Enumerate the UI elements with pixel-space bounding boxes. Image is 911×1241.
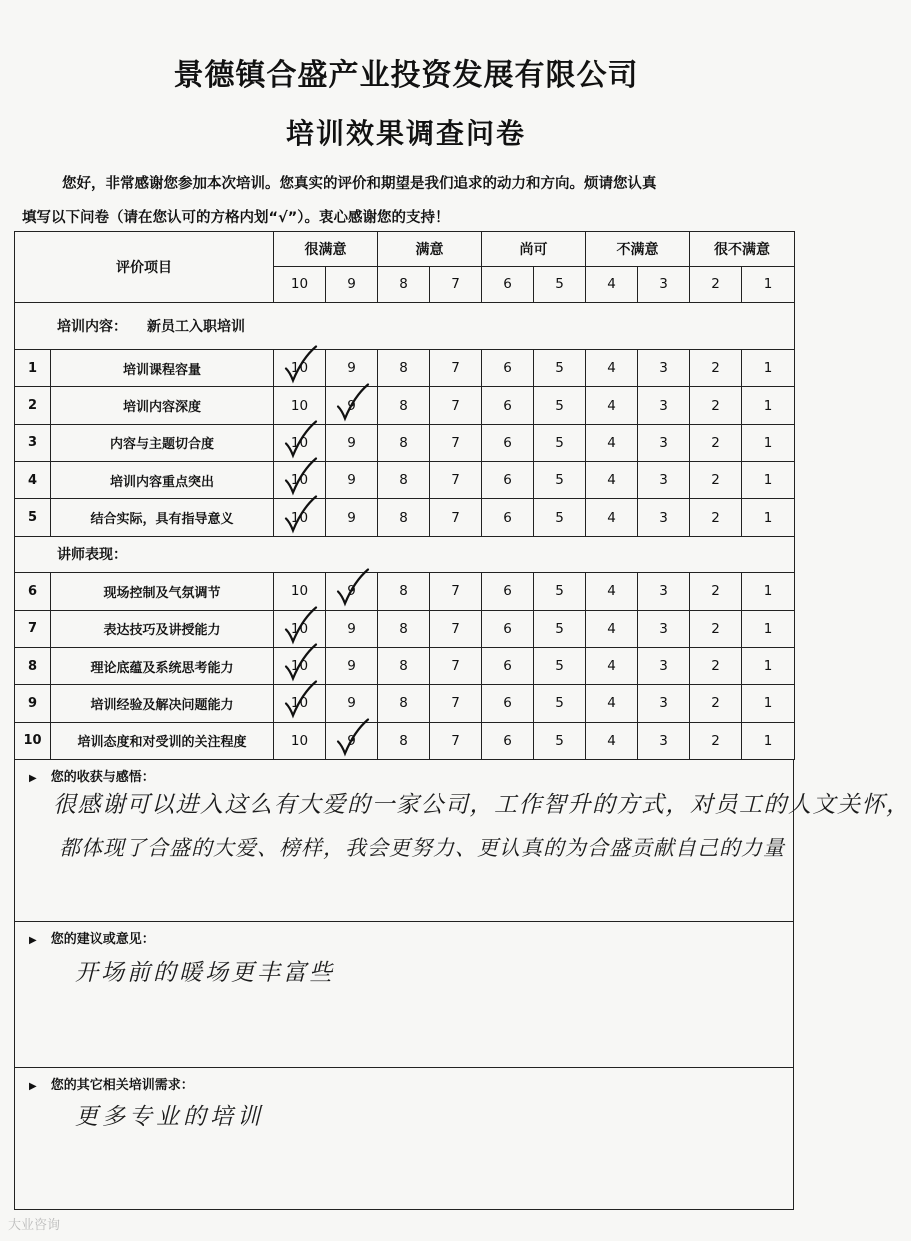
- score-value: 2: [711, 472, 720, 489]
- row-item-label: 现场控制及气氛调节: [51, 573, 274, 610]
- score-cell-5[interactable]: [534, 685, 586, 722]
- score-value: 10: [290, 732, 309, 749]
- score-cell-9[interactable]: [326, 647, 378, 684]
- score-cell-9[interactable]: [326, 573, 378, 610]
- score-value: 5: [555, 620, 564, 637]
- table-row: [15, 610, 795, 647]
- table-row: [15, 685, 795, 722]
- score-value: 7: [451, 620, 460, 637]
- score-cell-7[interactable]: [430, 573, 482, 610]
- score-value: 3: [659, 620, 668, 637]
- score-cell-6[interactable]: [482, 499, 534, 536]
- row-item-label: 理论底蕴及系统思考能力: [51, 647, 274, 684]
- gains-handwriting-line-2: 都体现了合盛的大爱、榜样，我会更努力、更认真的为合盛贡献自己的力量: [59, 836, 785, 860]
- score-cell-3[interactable]: [638, 610, 690, 647]
- score-cell-1[interactable]: [742, 424, 795, 461]
- score-value: 4: [607, 658, 616, 675]
- score-value: 10: [290, 509, 309, 526]
- row-item-label: 内容与主题切合度: [51, 424, 274, 461]
- score-cell-1[interactable]: [742, 685, 795, 722]
- header-group-3: 不满意: [586, 232, 690, 267]
- score-cell-5[interactable]: [534, 387, 586, 424]
- score-value: 7: [451, 583, 460, 600]
- score-value: 6: [503, 732, 512, 749]
- score-value: 4: [607, 620, 616, 637]
- score-cell-6[interactable]: [482, 424, 534, 461]
- score-value: 8: [399, 620, 408, 637]
- score-cell-9[interactable]: [326, 610, 378, 647]
- score-value: 1: [763, 695, 773, 712]
- row-number: 5: [15, 499, 51, 536]
- score-cell-3[interactable]: [638, 647, 690, 684]
- row-item-label: 结合实际，具有指导意义: [51, 499, 274, 536]
- score-value: 5: [555, 732, 564, 749]
- score-value: 4: [607, 397, 616, 414]
- triangle-right-icon: ▶: [29, 1081, 37, 1092]
- watermark: 大业咨询: [8, 1218, 61, 1233]
- score-value: 1: [763, 732, 773, 749]
- triangle-right-icon: ▶: [29, 935, 37, 946]
- score-cell-3[interactable]: [638, 685, 690, 722]
- score-value: 7: [451, 472, 460, 489]
- score-cell-8[interactable]: [378, 462, 430, 499]
- score-cell-9[interactable]: [326, 350, 378, 387]
- score-value: 7: [451, 434, 460, 451]
- section-label: 讲师表现：: [57, 547, 127, 564]
- evaluation-table: [14, 231, 795, 760]
- score-cell-6[interactable]: [482, 387, 534, 424]
- score-value: 10: [290, 360, 309, 377]
- score-value: 4: [607, 434, 616, 451]
- suggestion-section: [14, 922, 794, 1068]
- row-item-label: 培训经验及解决问题能力: [51, 685, 274, 722]
- score-value: 8: [399, 360, 408, 377]
- score-cell-1[interactable]: [742, 462, 795, 499]
- score-cell-1[interactable]: [742, 499, 795, 536]
- score-value: 7: [451, 360, 460, 377]
- score-value: 5: [555, 472, 564, 489]
- score-value: 10: [290, 695, 309, 712]
- score-cell-5[interactable]: [534, 610, 586, 647]
- score-cell-9[interactable]: [326, 424, 378, 461]
- score-cell-7[interactable]: [430, 462, 482, 499]
- score-value: 6: [503, 695, 512, 712]
- score-cell-7[interactable]: [430, 685, 482, 722]
- score-value: 3: [659, 695, 668, 712]
- score-value: 9: [347, 472, 356, 489]
- score-cell-8[interactable]: [378, 573, 430, 610]
- row-number: 8: [15, 647, 51, 684]
- company-name: 景德镇合盛产业投资发展有限公司: [173, 58, 639, 93]
- score-value: 6: [503, 434, 512, 451]
- score-cell-7[interactable]: [430, 424, 482, 461]
- header-group-1: 满意: [378, 232, 482, 267]
- header-group-4: 很不满意: [690, 232, 795, 267]
- score-cell-2[interactable]: [690, 499, 742, 536]
- score-cell-2[interactable]: [690, 424, 742, 461]
- score-value: 6: [503, 360, 512, 377]
- score-cell-7[interactable]: [430, 610, 482, 647]
- needs-label: 您的其它相关培训需求：: [50, 1078, 194, 1093]
- score-value: 2: [711, 509, 720, 526]
- score-cell-3[interactable]: [638, 424, 690, 461]
- score-value: 6: [503, 620, 512, 637]
- score-cell-6[interactable]: [482, 350, 534, 387]
- score-value: 9: [347, 583, 356, 600]
- score-value: 8: [399, 732, 408, 749]
- header-score-8: 8: [378, 267, 430, 302]
- score-cell-1[interactable]: [742, 387, 795, 424]
- score-value: 10: [290, 583, 309, 600]
- score-value: 7: [451, 732, 460, 749]
- score-cell-5[interactable]: [534, 462, 586, 499]
- score-cell-9[interactable]: [326, 387, 378, 424]
- score-value: 3: [659, 397, 668, 414]
- row-item-label: 培训态度和对受训的关注程度: [51, 722, 274, 759]
- table-row: [15, 573, 795, 610]
- score-value: 10: [290, 620, 309, 637]
- score-cell-2[interactable]: [690, 462, 742, 499]
- table-row: [15, 647, 795, 684]
- row-number: 10: [15, 722, 51, 759]
- header-score-1: 1: [742, 267, 795, 302]
- score-value: 8: [399, 434, 408, 451]
- score-cell-10[interactable]: [274, 647, 326, 684]
- row-item-label: 培训内容深度: [51, 387, 274, 424]
- score-cell-10[interactable]: [274, 573, 326, 610]
- score-value: 6: [503, 472, 512, 489]
- table-row: [15, 387, 795, 424]
- table-row: [15, 499, 795, 536]
- score-cell-3[interactable]: [638, 573, 690, 610]
- header-score-7: 7: [430, 267, 482, 302]
- score-cell-10[interactable]: [274, 424, 326, 461]
- score-cell-6[interactable]: [482, 610, 534, 647]
- triangle-right-icon: ▶: [29, 773, 37, 784]
- score-value: 9: [347, 695, 356, 712]
- gains-label: 您的收获与感悟：: [50, 770, 155, 785]
- score-value: 9: [347, 732, 356, 749]
- header-group-2: 尚可: [482, 232, 586, 267]
- score-value: 7: [451, 658, 460, 675]
- score-cell-1[interactable]: [742, 573, 795, 610]
- score-cell-2[interactable]: [690, 685, 742, 722]
- score-value: 10: [290, 472, 309, 489]
- score-value: 8: [399, 583, 408, 600]
- row-number: 7: [15, 610, 51, 647]
- score-value: 1: [763, 472, 773, 489]
- score-cell-4[interactable]: [586, 685, 638, 722]
- score-cell-3[interactable]: [638, 722, 690, 759]
- section-header: [15, 302, 795, 349]
- score-cell-8[interactable]: [378, 685, 430, 722]
- header-group-0: 很满意: [274, 232, 378, 267]
- score-cell-4[interactable]: [586, 424, 638, 461]
- score-cell-1[interactable]: [742, 722, 795, 759]
- score-value: 1: [763, 658, 773, 675]
- score-cell-1[interactable]: [742, 647, 795, 684]
- score-cell-2[interactable]: [690, 573, 742, 610]
- needs-handwriting: 更多专业的培训: [75, 1104, 264, 1130]
- score-cell-5[interactable]: [534, 499, 586, 536]
- score-value: 1: [763, 620, 773, 637]
- suggestion-handwriting: 开场前的暖场更丰富些: [75, 960, 335, 986]
- score-value: 3: [659, 658, 668, 675]
- score-value: 2: [711, 434, 720, 451]
- header-score-10: 10: [274, 267, 326, 302]
- header-score-2: 2: [690, 267, 742, 302]
- score-value: 10: [290, 658, 309, 675]
- section-label: 培训内容：: [57, 318, 127, 335]
- header-score-6: 6: [482, 267, 534, 302]
- score-value: 2: [711, 360, 720, 377]
- score-value: 9: [347, 620, 356, 637]
- score-cell-2[interactable]: [690, 647, 742, 684]
- score-cell-2[interactable]: [690, 350, 742, 387]
- score-value: 2: [711, 695, 720, 712]
- table-row: [15, 462, 795, 499]
- section-value: 新员工入职培训: [147, 318, 245, 335]
- score-cell-6[interactable]: [482, 647, 534, 684]
- row-number: 1: [15, 350, 51, 387]
- score-value: 5: [555, 434, 564, 451]
- table-row: [15, 424, 795, 461]
- score-value: 4: [607, 360, 616, 377]
- score-value: 9: [347, 658, 356, 675]
- score-cell-6[interactable]: [482, 722, 534, 759]
- score-cell-9[interactable]: [326, 462, 378, 499]
- score-cell-2[interactable]: [690, 722, 742, 759]
- score-cell-8[interactable]: [378, 647, 430, 684]
- row-number: 6: [15, 573, 51, 610]
- score-cell-4[interactable]: [586, 387, 638, 424]
- score-cell-7[interactable]: [430, 387, 482, 424]
- row-item-label: 表达技巧及讲授能力: [51, 610, 274, 647]
- table-row: [15, 350, 795, 387]
- score-value: 5: [555, 583, 564, 600]
- score-value: 2: [711, 620, 720, 637]
- score-cell-2[interactable]: [690, 387, 742, 424]
- score-value: 4: [607, 583, 616, 600]
- suggestion-label: 您的建议或意见：: [50, 932, 155, 947]
- header-score-4: 4: [586, 267, 638, 302]
- score-cell-4[interactable]: [586, 462, 638, 499]
- score-value: 3: [659, 360, 668, 377]
- score-value: 4: [607, 695, 616, 712]
- score-value: 6: [503, 583, 512, 600]
- row-item-label: 培训内容重点突出: [51, 462, 274, 499]
- intro-line-2: 填写以下问卷（请在您认可的方格内划“√”）。衷心感谢您的支持！: [22, 210, 450, 226]
- score-cell-9[interactable]: [326, 499, 378, 536]
- row-number: 3: [15, 424, 51, 461]
- survey-title: 培训效果调查问卷: [285, 117, 526, 150]
- score-value: 2: [711, 658, 720, 675]
- row-item-label: 培训课程容量: [51, 350, 274, 387]
- score-value: 9: [347, 397, 356, 414]
- score-value: 3: [659, 472, 668, 489]
- score-value: 5: [555, 397, 564, 414]
- score-cell-6[interactable]: [482, 462, 534, 499]
- score-cell-6[interactable]: [482, 685, 534, 722]
- score-cell-2[interactable]: [690, 610, 742, 647]
- score-value: 3: [659, 509, 668, 526]
- score-cell-7[interactable]: [430, 499, 482, 536]
- score-value: 6: [503, 658, 512, 675]
- score-cell-4[interactable]: [586, 499, 638, 536]
- score-cell-1[interactable]: [742, 610, 795, 647]
- gains-section: [14, 760, 911, 922]
- gains-handwriting-line-1: 很感谢可以进入这么有大爱的一家公司，工作智升的方式，对员工的人文关怀，: [53, 792, 911, 818]
- score-value: 1: [763, 509, 773, 526]
- score-value: 9: [347, 509, 356, 526]
- score-cell-10[interactable]: [274, 722, 326, 759]
- score-cell-8[interactable]: [378, 499, 430, 536]
- score-cell-3[interactable]: [638, 462, 690, 499]
- score-value: 9: [347, 434, 356, 451]
- score-cell-1[interactable]: [742, 350, 795, 387]
- score-cell-3[interactable]: [638, 350, 690, 387]
- score-value: 2: [711, 397, 720, 414]
- score-value: 4: [607, 472, 616, 489]
- table-row: [15, 722, 795, 759]
- score-cell-4[interactable]: [586, 722, 638, 759]
- intro-line-1: 您好，非常感谢您参加本次培训。您真实的评价和期望是我们追求的动力和方向。烦请您认真: [62, 176, 657, 192]
- score-value: 5: [555, 360, 564, 377]
- row-number: 9: [15, 685, 51, 722]
- score-cell-8[interactable]: [378, 424, 430, 461]
- score-value: 6: [503, 397, 512, 414]
- score-value: 8: [399, 695, 408, 712]
- header-score-9: 9: [326, 267, 378, 302]
- score-cell-4[interactable]: [586, 573, 638, 610]
- score-value: 5: [555, 658, 564, 675]
- score-cell-9[interactable]: [326, 685, 378, 722]
- score-value: 8: [399, 509, 408, 526]
- score-cell-3[interactable]: [638, 499, 690, 536]
- score-cell-3[interactable]: [638, 387, 690, 424]
- score-value: 2: [711, 583, 720, 600]
- score-value: 7: [451, 509, 460, 526]
- score-value: 10: [290, 434, 309, 451]
- score-cell-8[interactable]: [378, 350, 430, 387]
- score-cell-7[interactable]: [430, 350, 482, 387]
- score-cell-5[interactable]: [534, 647, 586, 684]
- training-needs-section: [14, 1068, 794, 1210]
- score-cell-5[interactable]: [534, 350, 586, 387]
- score-value: 2: [711, 732, 720, 749]
- score-cell-5[interactable]: [534, 722, 586, 759]
- score-value: 1: [763, 397, 773, 414]
- score-cell-9[interactable]: [326, 722, 378, 759]
- score-value: 1: [763, 583, 773, 600]
- score-value: 1: [763, 434, 773, 451]
- score-cell-7[interactable]: [430, 647, 482, 684]
- score-value: 8: [399, 658, 408, 675]
- score-cell-6[interactable]: [482, 573, 534, 610]
- header-score-5: 5: [534, 267, 586, 302]
- score-cell-4[interactable]: [586, 647, 638, 684]
- score-cell-7[interactable]: [430, 722, 482, 759]
- score-value: 1: [763, 360, 773, 377]
- score-value: 4: [607, 509, 616, 526]
- score-cell-5[interactable]: [534, 573, 586, 610]
- score-cell-10[interactable]: [274, 610, 326, 647]
- score-cell-10[interactable]: [274, 350, 326, 387]
- score-cell-5[interactable]: [534, 424, 586, 461]
- row-number: 2: [15, 387, 51, 424]
- score-value: 9: [347, 360, 356, 377]
- score-cell-4[interactable]: [586, 350, 638, 387]
- score-value: 7: [451, 397, 460, 414]
- score-value: 3: [659, 583, 668, 600]
- score-cell-10[interactable]: [274, 462, 326, 499]
- row-number: 4: [15, 462, 51, 499]
- score-cell-10[interactable]: [274, 685, 326, 722]
- score-cell-10[interactable]: [274, 387, 326, 424]
- score-value: 8: [399, 397, 408, 414]
- score-value: 5: [555, 509, 564, 526]
- score-value: 6: [503, 509, 512, 526]
- score-value: 5: [555, 695, 564, 712]
- score-value: 8: [399, 472, 408, 489]
- score-value: 3: [659, 434, 668, 451]
- header-score-3: 3: [638, 267, 690, 302]
- score-cell-8[interactable]: [378, 610, 430, 647]
- score-value: 7: [451, 695, 460, 712]
- header-item-label: 评价项目: [15, 232, 274, 303]
- score-value: 4: [607, 732, 616, 749]
- score-cell-10[interactable]: [274, 499, 326, 536]
- score-cell-4[interactable]: [586, 610, 638, 647]
- section-header: [15, 536, 795, 572]
- score-cell-8[interactable]: [378, 722, 430, 759]
- score-value: 10: [290, 397, 309, 414]
- score-value: 3: [659, 732, 668, 749]
- score-cell-8[interactable]: [378, 387, 430, 424]
